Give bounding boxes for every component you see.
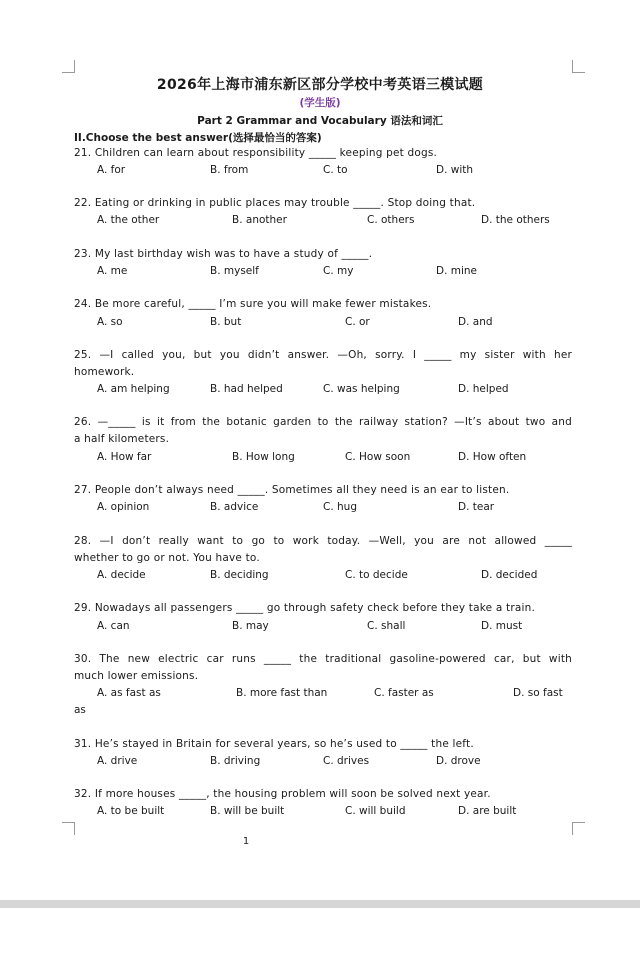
question-30-option-c: C. faster as bbox=[374, 687, 434, 699]
question-24-option-a: A. so bbox=[97, 316, 123, 328]
question-32-option-d: D. are built bbox=[458, 805, 517, 817]
question-27-option-d: D. tear bbox=[458, 501, 495, 513]
question-32-option-c: C. will build bbox=[345, 805, 406, 817]
question-25-stem-cont: homework. bbox=[74, 366, 135, 378]
question-21-option-c: C. to bbox=[323, 164, 348, 176]
page-number: 1 bbox=[242, 836, 250, 847]
question-24-option-c: C. or bbox=[345, 316, 370, 328]
question-26-option-c: C. How soon bbox=[345, 451, 411, 463]
page-subtitle: (学生版) bbox=[299, 97, 341, 109]
question-22-option-d: D. the others bbox=[481, 214, 550, 226]
question-30-stem: 30. The new electric car runs _____ the traditional gasoline-powered car, but with bbox=[74, 653, 572, 665]
question-30-option-d-cont: as bbox=[74, 704, 86, 716]
question-21-stem: 21. Children can learn about responsibility _____ keeping pet dogs. bbox=[74, 147, 438, 159]
question-28-option-c: C. to decide bbox=[345, 569, 408, 581]
question-26-stem-cont: a half kilometers. bbox=[74, 433, 170, 445]
question-21-option-a: A. for bbox=[97, 164, 126, 176]
question-31-option-d: D. drove bbox=[436, 755, 481, 767]
question-22-option-c: C. others bbox=[367, 214, 415, 226]
question-29-stem: 29. Nowadays all passengers _____ go through safety check before they take a train. bbox=[74, 602, 536, 614]
question-32-option-a: A. to be built bbox=[97, 805, 165, 817]
question-23-option-a: A. me bbox=[97, 265, 128, 277]
question-31-option-c: C. drives bbox=[323, 755, 370, 767]
question-29-option-d: D. must bbox=[481, 620, 523, 632]
question-21-option-d: D. with bbox=[436, 164, 474, 176]
question-23-option-c: C. my bbox=[323, 265, 354, 277]
question-24-stem: 24. Be more careful, _____ I’m sure you will make fewer mistakes. bbox=[74, 298, 432, 310]
crop-mark-bottom-left bbox=[62, 822, 75, 835]
part-heading: Part 2 Grammar and Vocabulary 语法和词汇 bbox=[197, 115, 443, 127]
page-divider bbox=[0, 900, 640, 908]
question-28-stem-cont: whether to go or not. You have to. bbox=[74, 552, 260, 564]
question-29-option-c: C. shall bbox=[367, 620, 406, 632]
question-28-option-b: B. deciding bbox=[210, 569, 269, 581]
question-30-option-d: D. so fast bbox=[513, 687, 563, 699]
question-25-stem: 25. —I called you, but you didn’t answer. —Oh, sorry. I _____ my sister with her bbox=[74, 349, 572, 361]
question-22-stem: 22. Eating or drinking in public places may trouble _____. Stop doing that. bbox=[74, 197, 476, 209]
question-29-option-b: B. may bbox=[232, 620, 269, 632]
question-27-stem: 27. People don’t always need _____. Sometimes all they need is an ear to listen. bbox=[74, 484, 510, 496]
question-26-option-a: A. How far bbox=[97, 451, 152, 463]
question-25-option-d: D. helped bbox=[458, 383, 509, 395]
question-26-option-d: D. How often bbox=[458, 451, 527, 463]
question-30-option-b: B. more fast than bbox=[236, 687, 328, 699]
question-25-option-c: C. was helping bbox=[323, 383, 400, 395]
page-title: 2026年上海市浦东新区部分学校中考英语三模试题 bbox=[156, 77, 484, 93]
question-27-option-a: A. opinion bbox=[97, 501, 150, 513]
question-24-option-b: B. but bbox=[210, 316, 242, 328]
question-28-stem: 28. —I don’t really want to go to work today. —Well, you are not allowed _____ bbox=[74, 535, 572, 547]
question-24-option-d: D. and bbox=[458, 316, 493, 328]
question-23-stem: 23. My last birthday wish was to have a study of _____. bbox=[74, 248, 373, 260]
question-30-option-a: A. as fast as bbox=[97, 687, 161, 699]
question-25-option-b: B. had helped bbox=[210, 383, 283, 395]
question-28-option-d: D. decided bbox=[481, 569, 538, 581]
question-29-option-a: A. can bbox=[97, 620, 130, 632]
question-31-option-a: A. drive bbox=[97, 755, 138, 767]
question-23-option-d: D. mine bbox=[436, 265, 478, 277]
question-32-option-b: B. will be built bbox=[210, 805, 285, 817]
question-26-stem: 26. —_____ is it from the botanic garden to the railway station? —It’s about two and bbox=[74, 416, 572, 428]
question-27-option-b: B. advice bbox=[210, 501, 259, 513]
question-30-stem-cont: much lower emissions. bbox=[74, 670, 199, 682]
question-22-option-a: A. the other bbox=[97, 214, 160, 226]
crop-mark-top-right bbox=[572, 60, 585, 73]
question-28-option-a: A. decide bbox=[97, 569, 146, 581]
question-31-option-b: B. driving bbox=[210, 755, 261, 767]
question-26-option-b: B. How long bbox=[232, 451, 295, 463]
question-31-stem: 31. He’s stayed in Britain for several years, so he’s used to _____ the left. bbox=[74, 738, 474, 750]
question-25-option-a: A. am helping bbox=[97, 383, 170, 395]
question-22-option-b: B. another bbox=[232, 214, 287, 226]
next-page-area bbox=[0, 908, 640, 953]
crop-mark-bottom-right bbox=[572, 822, 585, 835]
question-32-stem: 32. If more houses _____, the housing problem will soon be solved next year. bbox=[74, 788, 491, 800]
crop-mark-top-left bbox=[62, 60, 75, 73]
question-27-option-c: C. hug bbox=[323, 501, 357, 513]
question-23-option-b: B. myself bbox=[210, 265, 259, 277]
question-21-option-b: B. from bbox=[210, 164, 249, 176]
section-heading: II.Choose the best answer(选择最恰当的答案) bbox=[74, 132, 322, 144]
